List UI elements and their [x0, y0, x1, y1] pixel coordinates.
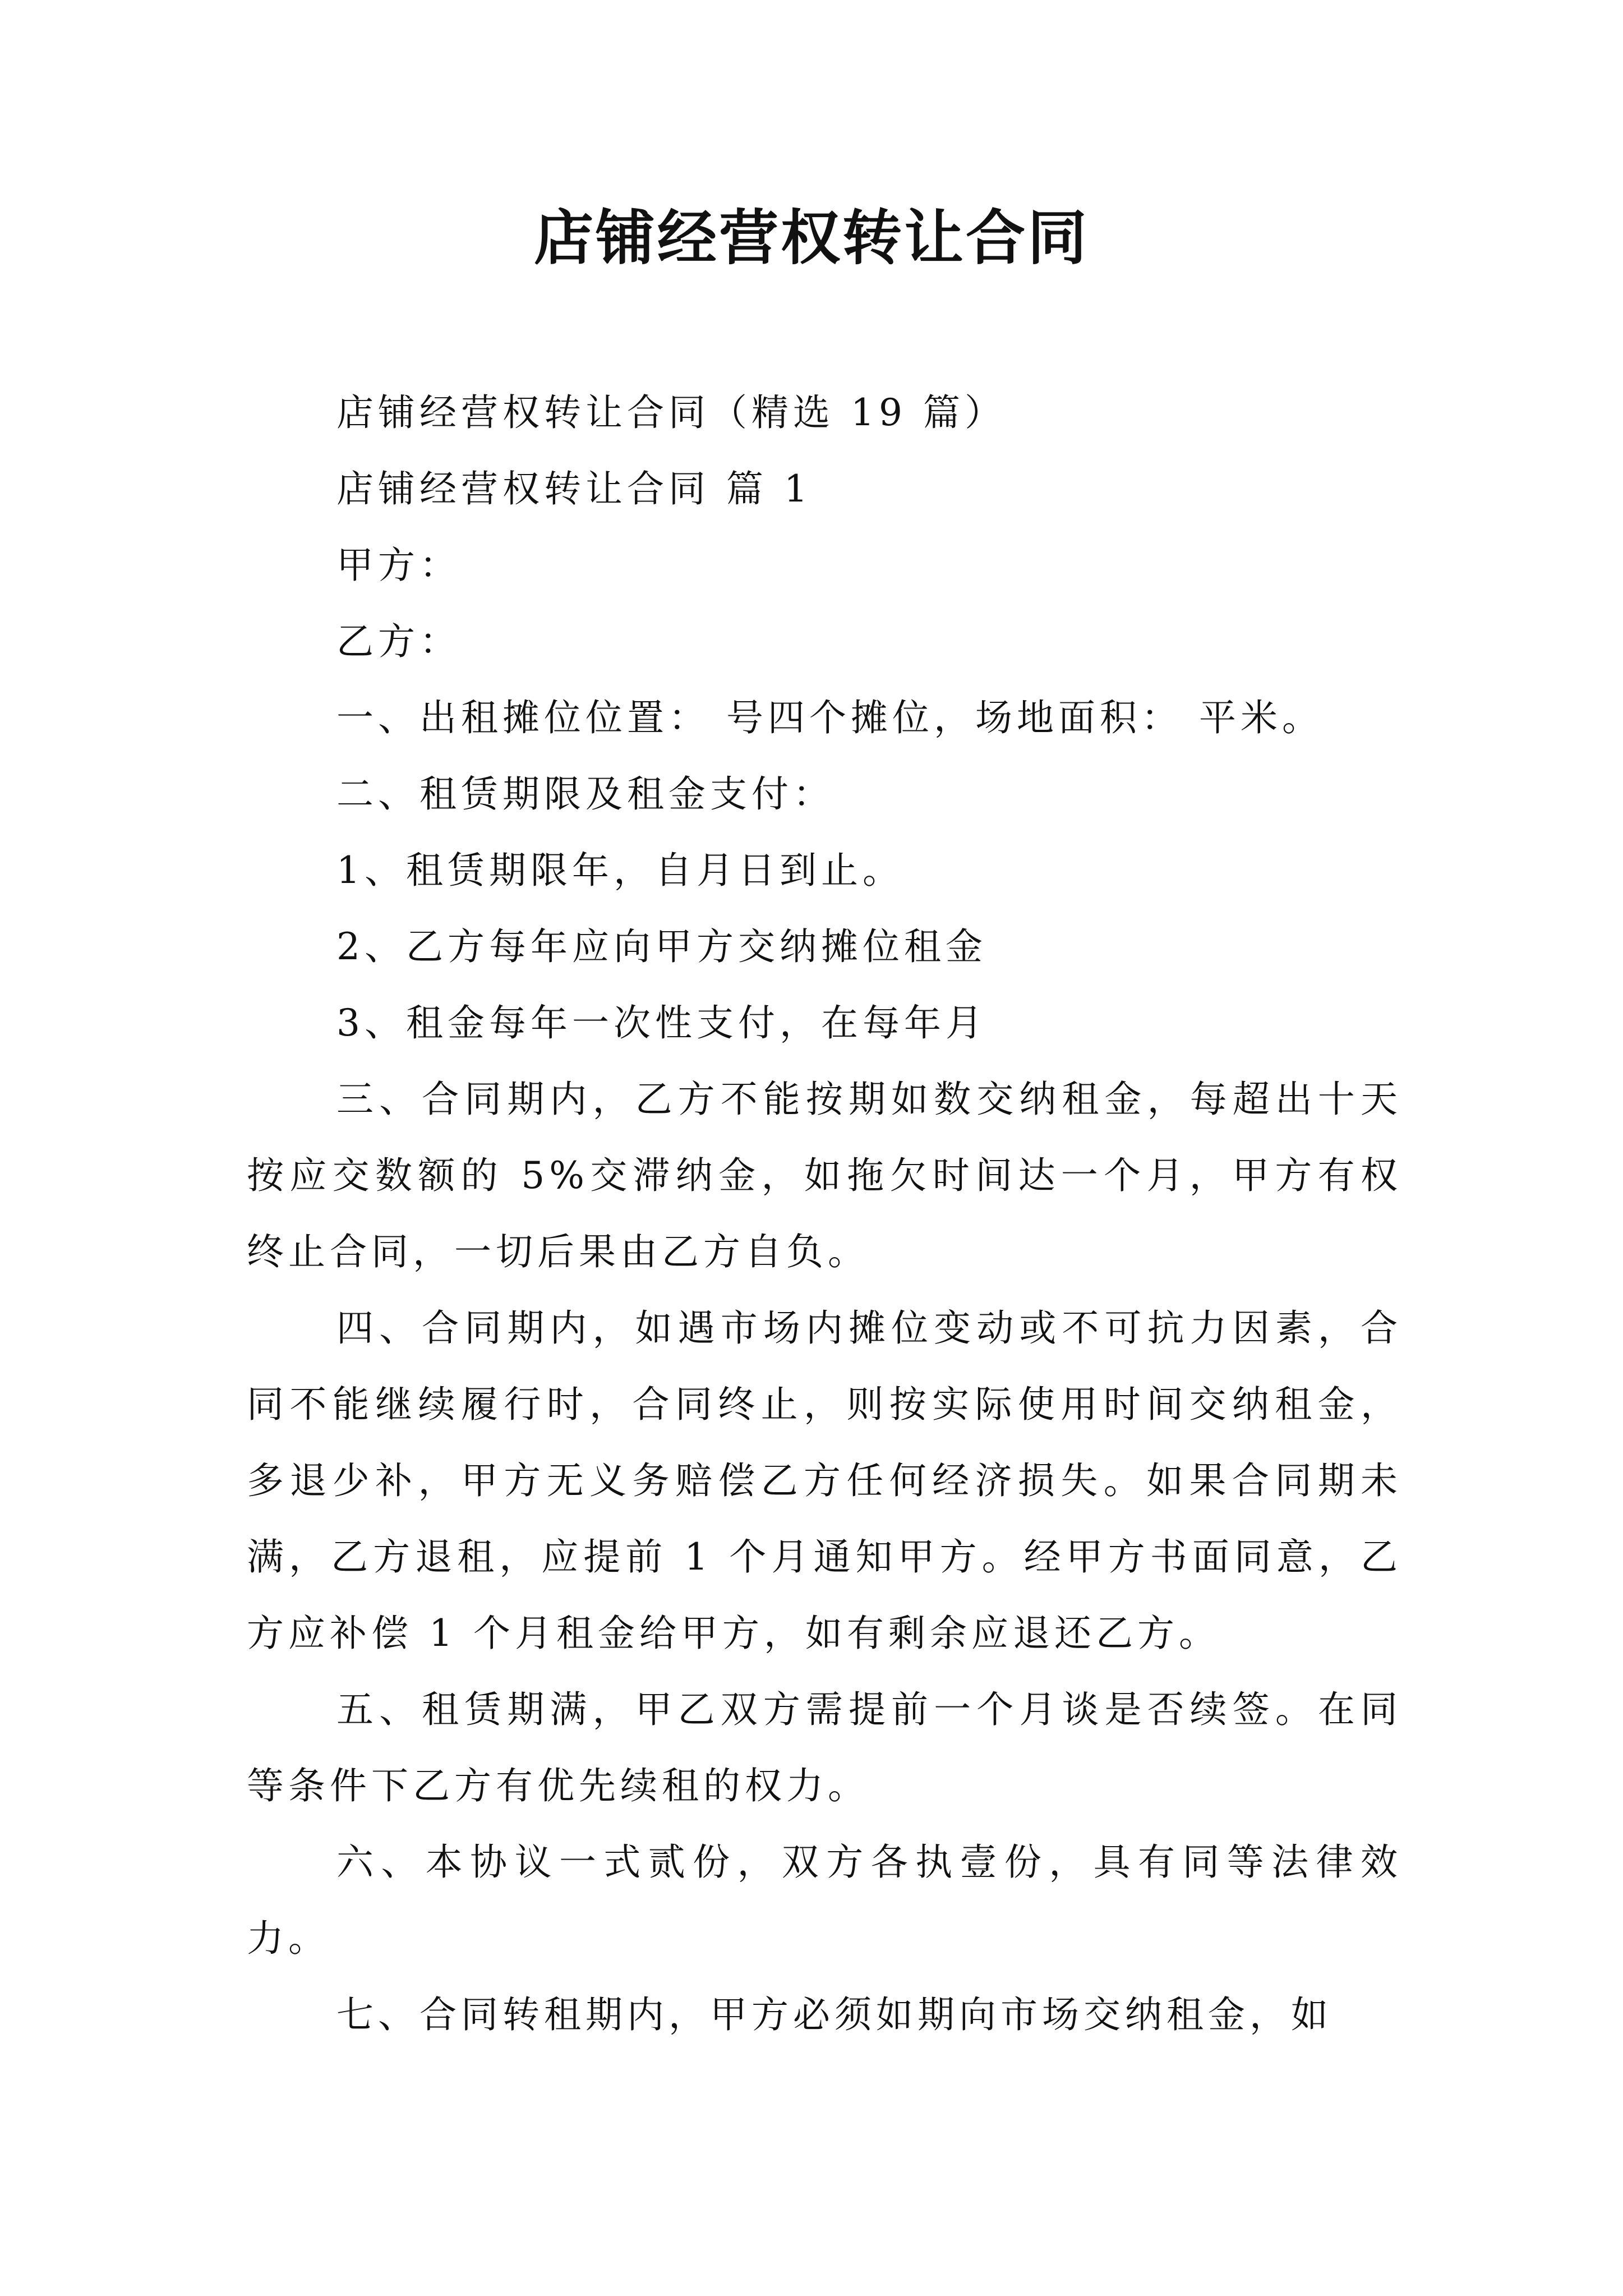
document-body — [247, 375, 1402, 2053]
clause-4-paragraph: 四、合同期内，如遇市场内摊位变动或不可抗力因素，合同不能继续履行时，合同终止，则按实际使用时间交纳租金，多退少补，甲方无义务赔偿乙方任何经济损失。如果合同期未满，乙方退租，应提前 1 个月通知甲方。经甲方书面同意，乙方应补偿 1 个月租金给甲方，如有剩余应退还乙方。 — [247, 1306, 1402, 1655]
section-heading: 店铺经营权转让合同 篇 1 — [336, 467, 812, 510]
clause-7-paragraph: 七、合同转租期内，甲方必须如期向市场交纳租金，如 — [336, 1993, 1332, 2036]
clause-2-item-2: 2、乙方每年应向甲方交纳摊位租金 — [336, 925, 987, 968]
party-b-line: 乙方： — [336, 620, 461, 663]
clause-3-paragraph: 三、合同期内，乙方不能按期如数交纳租金，每超出十天按应交数额的 5%交滞纳金，如拖欠时间达一个月，甲方有权终止合同，一切后果由乙方自负。 — [247, 1078, 1402, 1273]
clause-2-line: 二、租赁期限及租金支付： — [336, 772, 834, 816]
document-title: 店铺经营权转让合同 — [534, 204, 1089, 273]
clause-1-line: 一、出租摊位位置： 号四个摊位，场地面积： 平米。 — [336, 696, 1324, 739]
clause-2-item-3: 3、租金每年一次性支付，在每年月 — [336, 1001, 987, 1045]
subtitle-line: 店铺经营权转让合同（精选 19 篇） — [336, 391, 1006, 434]
party-a-line: 甲方： — [336, 544, 461, 587]
clause-5-paragraph: 五、租赁期满，甲乙双方需提前一个月谈是否续签。在同等条件下乙方有优先续租的权力。 — [247, 1688, 1402, 1807]
clause-2-item-1: 1、租赁期限年，自月日到止。 — [336, 849, 904, 892]
clause-6-paragraph: 六、本协议一式贰份，双方各执壹份，具有同等法律效力。 — [247, 1841, 1402, 1960]
